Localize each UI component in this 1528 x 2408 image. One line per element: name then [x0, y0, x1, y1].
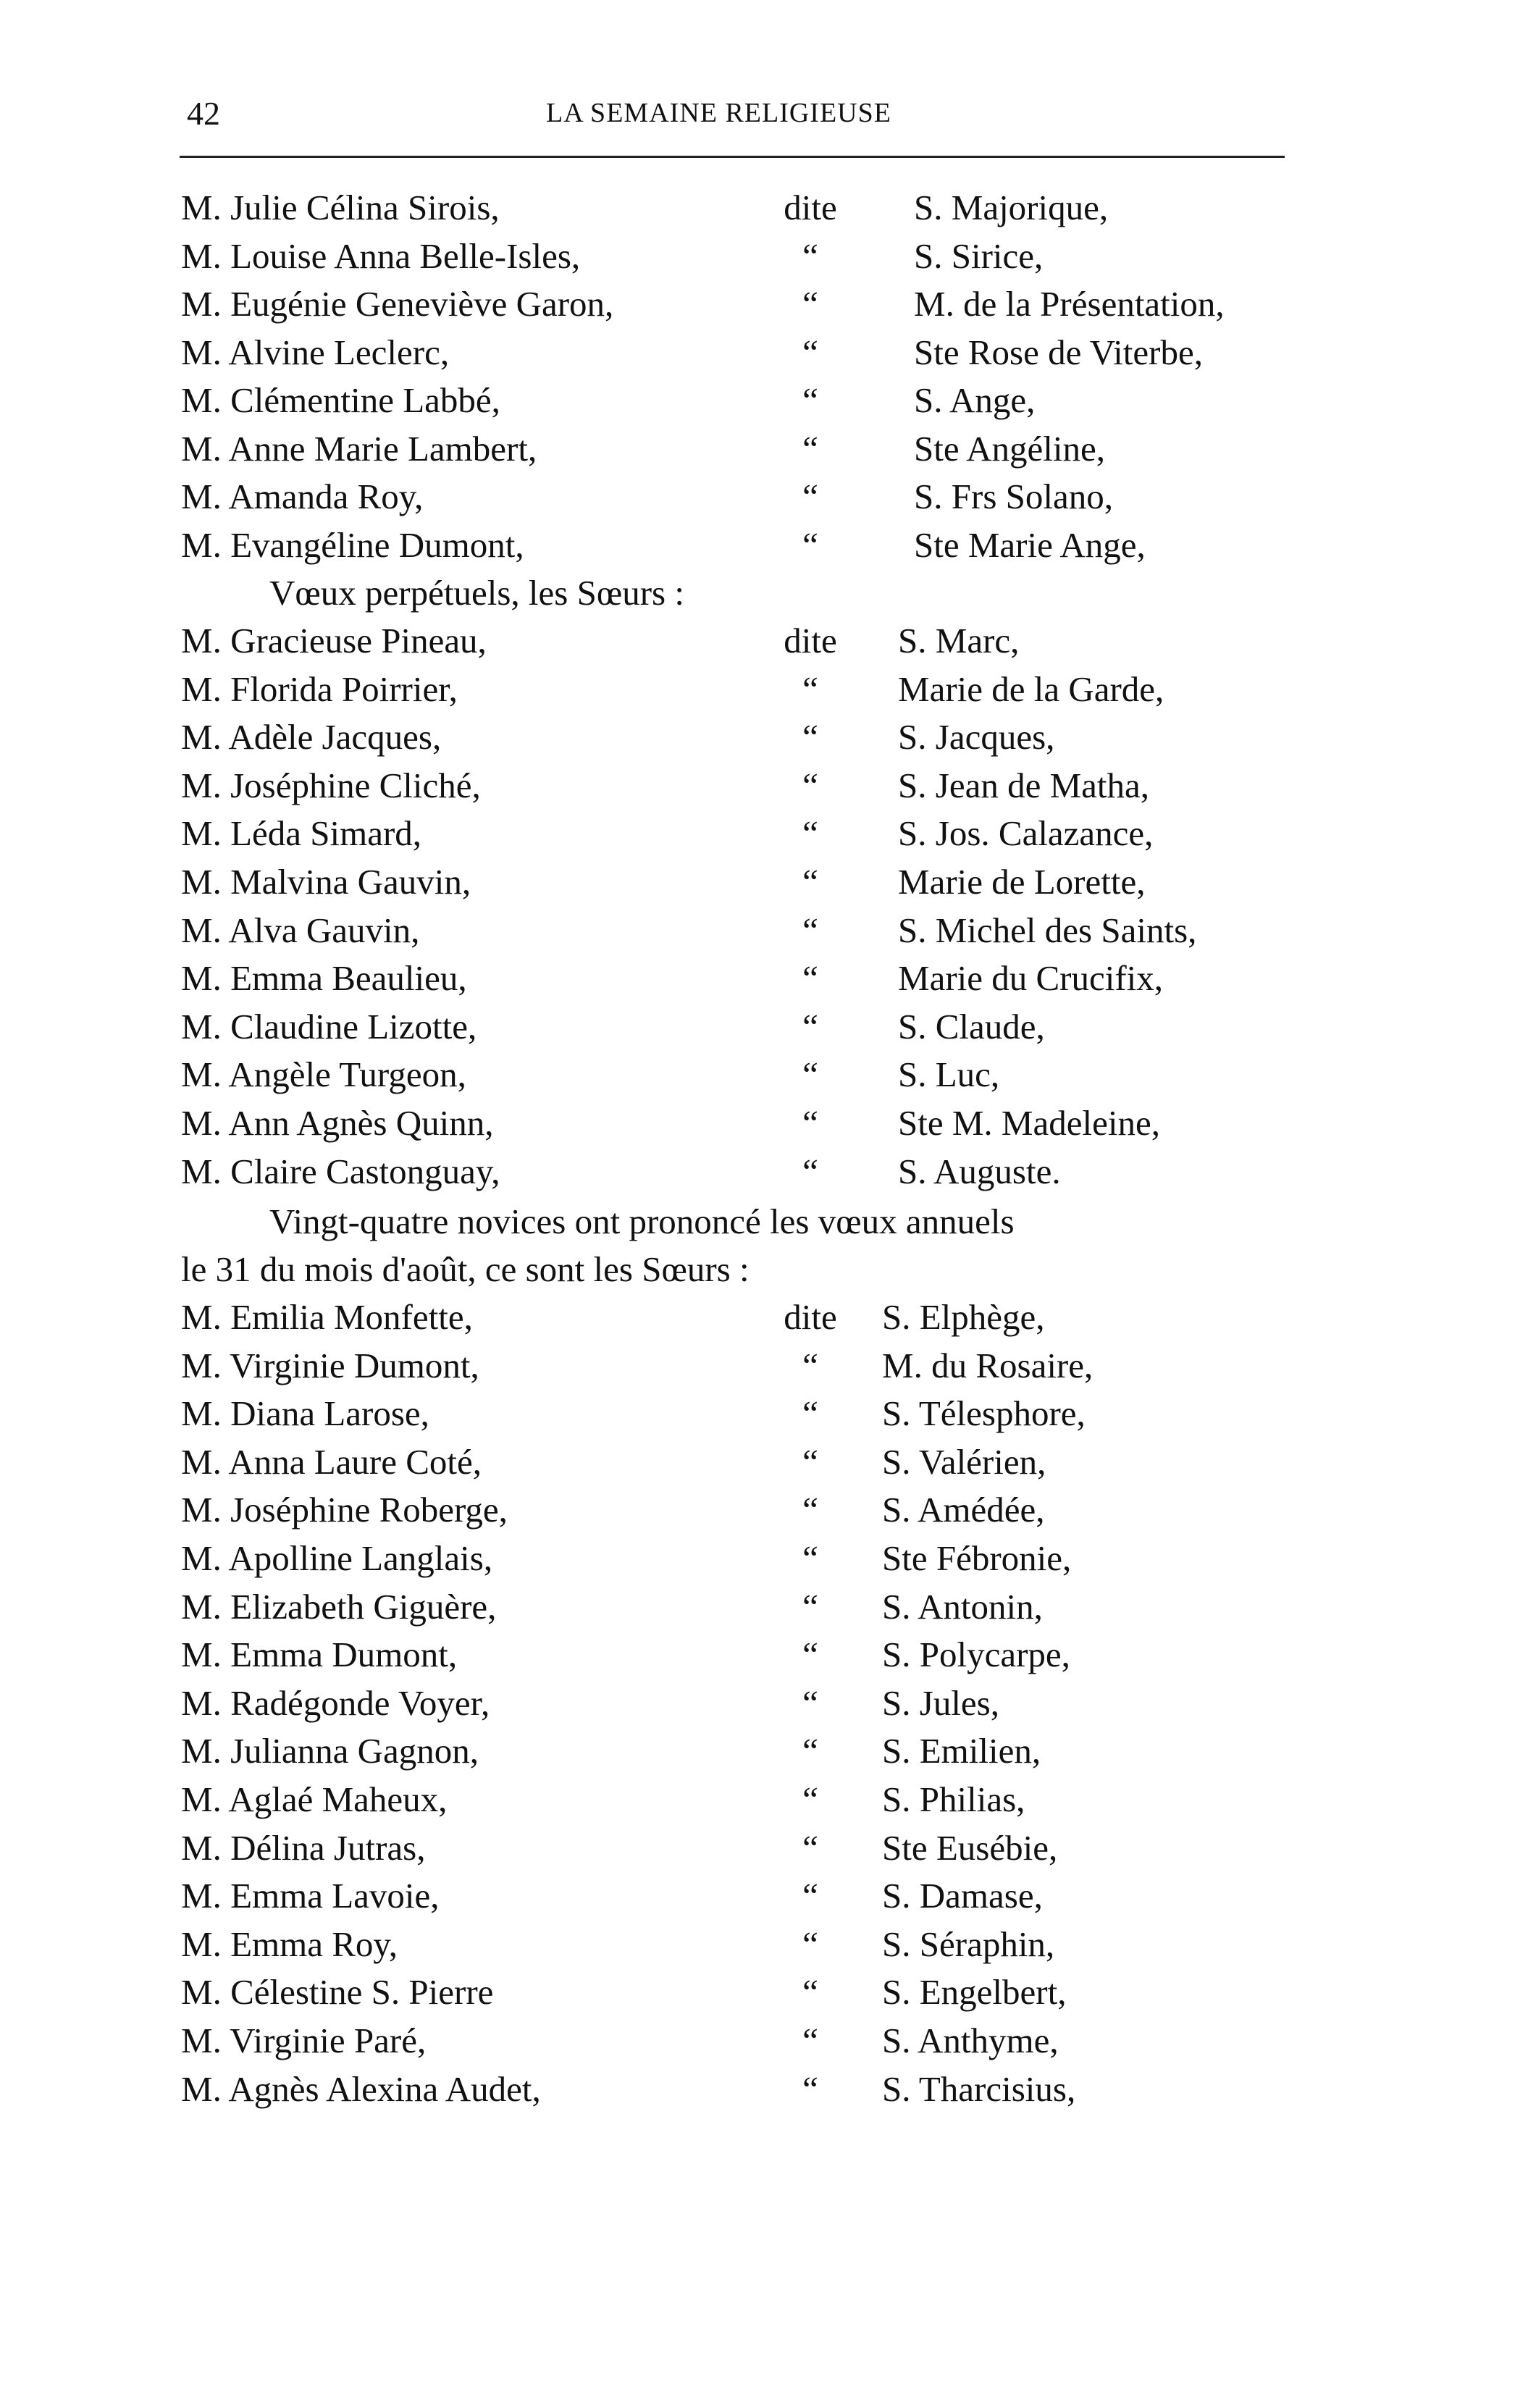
list-item — [0, 184, 1528, 232]
secular-name: M. Emma Roy, — [181, 1924, 398, 1964]
secular-name: M. Emma Dumont, — [181, 1635, 458, 1675]
page-number: 42 — [187, 95, 220, 132]
list-item — [0, 425, 1528, 473]
heading-perpetual-vows: Vœux perpétuels, les Sœurs : — [269, 573, 684, 613]
list-item — [0, 329, 1528, 377]
list-item — [0, 1342, 1528, 1390]
list-item — [0, 1051, 1528, 1099]
secular-name: M. Aglaé Maheux, — [181, 1779, 448, 1819]
dite-marker: “ — [802, 235, 818, 276]
dite-marker: “ — [802, 717, 818, 758]
list-item — [0, 1679, 1528, 1727]
religious-name: S. Engelbert, — [882, 1972, 1067, 2013]
secular-name: M. Agnès Alexina Audet, — [181, 2068, 541, 2109]
religious-name: S. Marc, — [898, 621, 1020, 660]
dite-marker: “ — [802, 1779, 818, 1819]
secular-name: M. Gracieuse Pineau, — [181, 621, 487, 660]
secular-name: M. Alvine Leclerc, — [181, 332, 450, 372]
secular-name: M. Julianna Gagnon, — [181, 1731, 479, 1771]
religious-name: S. Damase, — [882, 1876, 1043, 1916]
list-item — [0, 1438, 1528, 1486]
religious-name: S. Séraphin, — [882, 1924, 1055, 1964]
secular-name: M. Léda Simard, — [181, 813, 422, 854]
list-item — [0, 1583, 1528, 1631]
list-item — [0, 1486, 1528, 1534]
religious-name: S. Polycarpe, — [882, 1635, 1070, 1675]
religious-name: S. Amédée, — [882, 1490, 1045, 1530]
list-item — [0, 955, 1528, 1002]
list-item — [0, 1293, 1528, 1341]
dite-marker: “ — [802, 910, 818, 950]
secular-name: M. Virginie Paré, — [181, 2021, 427, 2060]
religious-name: S. Philias, — [882, 1779, 1025, 1819]
list-item — [0, 1727, 1528, 1775]
secular-name: M. Malvina Gauvin, — [181, 862, 471, 902]
religious-name: M. du Rosaire, — [882, 1345, 1093, 1385]
religious-name: S. Elphège, — [882, 1297, 1045, 1337]
paragraph-annual-vows-line2: le 31 du mois d'août, ce sont les Sœurs : — [181, 1249, 750, 1289]
dite-marker: “ — [802, 332, 818, 372]
secular-name: M. Claire Castonguay, — [181, 1151, 500, 1191]
list-item — [0, 1776, 1528, 1824]
secular-name: M. Angèle Turgeon, — [181, 1054, 466, 1095]
religious-name: Ste Eusébie, — [882, 1827, 1058, 1868]
secular-name: M. Ann Agnès Quinn, — [181, 1103, 494, 1143]
list-item — [0, 1872, 1528, 1920]
secular-name: M. Evangéline Dumont, — [181, 524, 524, 565]
list-item — [0, 2017, 1528, 2065]
religious-name: S. Jules, — [882, 1682, 1000, 1723]
list-item — [0, 713, 1528, 761]
dite-marker: “ — [802, 862, 818, 902]
secular-name: M. Claudine Lizotte, — [181, 1006, 477, 1046]
secular-name: M. Diana Larose, — [181, 1393, 429, 1434]
dite-marker: “ — [802, 1441, 818, 1482]
dite-marker: “ — [802, 2021, 818, 2060]
secular-name: M. Clémentine Labbé, — [181, 380, 500, 420]
running-title: LA SEMAINE RELIGIEUSE — [546, 98, 891, 128]
religious-name: S. Jos. Calazance, — [898, 813, 1154, 854]
dite-marker: “ — [802, 380, 818, 420]
religious-name: Marie de la Garde, — [898, 668, 1164, 709]
secular-name: M. Apolline Langlais, — [181, 1538, 493, 1578]
dite-marker: “ — [802, 1490, 818, 1530]
religious-name: S. Majorique, — [914, 188, 1109, 227]
dite-marker: “ — [802, 668, 818, 709]
list-item — [0, 907, 1528, 955]
dite-marker: “ — [802, 1151, 818, 1191]
dite-marker: dite — [784, 188, 837, 227]
religious-name: S. Valérien, — [882, 1441, 1046, 1482]
list-item — [0, 666, 1528, 713]
dite-marker: “ — [802, 1538, 818, 1578]
religious-name: Ste M. Madeleine, — [898, 1103, 1160, 1143]
header-rule — [180, 156, 1285, 158]
religious-name: S. Michel des Saints, — [898, 910, 1197, 950]
list-item — [0, 858, 1528, 906]
dite-marker: “ — [802, 813, 818, 854]
religious-name: M. de la Présentation, — [914, 284, 1225, 324]
dite-marker: “ — [802, 1006, 818, 1046]
dite-marker: “ — [802, 284, 818, 324]
dite-marker: “ — [802, 1682, 818, 1723]
religious-name: Ste Angéline, — [914, 428, 1106, 469]
religious-name: S. Emilien, — [882, 1731, 1041, 1771]
dite-marker: dite — [784, 621, 837, 660]
list-item — [0, 1003, 1528, 1051]
dite-marker: “ — [802, 1635, 818, 1675]
secular-name: M. Emma Beaulieu, — [181, 958, 467, 999]
dite-marker: “ — [802, 1054, 818, 1095]
secular-name: M. Anna Laure Coté, — [181, 1441, 482, 1482]
religious-name: S. Frs Solano, — [914, 477, 1114, 516]
dite-marker: “ — [802, 2068, 818, 2109]
religious-name: Ste Marie Ange, — [914, 524, 1146, 565]
religious-name: S. Ange, — [914, 380, 1036, 420]
secular-name: M. Julie Célina Sirois, — [181, 188, 500, 227]
list-item — [0, 377, 1528, 424]
religious-name: S. Jean de Matha, — [898, 765, 1149, 805]
secular-name: M. Emilia Monfette, — [181, 1297, 473, 1337]
list-item — [0, 521, 1528, 569]
dite-marker: “ — [802, 1345, 818, 1385]
list-item — [0, 810, 1528, 857]
religious-name: S. Luc, — [898, 1054, 1000, 1095]
religious-name: S. Claude, — [898, 1006, 1045, 1046]
secular-name: M. Célestine S. Pierre — [181, 1972, 494, 2013]
religious-name: S. Télesphore, — [882, 1393, 1086, 1434]
dite-marker: “ — [802, 1393, 818, 1434]
secular-name: M. Amanda Roy, — [181, 477, 424, 516]
list-item — [0, 280, 1528, 328]
list-item — [0, 1390, 1528, 1438]
dite-marker: “ — [802, 1731, 818, 1771]
secular-name: M. Emma Lavoie, — [181, 1876, 440, 1916]
secular-name: M. Florida Poirrier, — [181, 668, 458, 709]
religious-name: S. Tharcisius, — [882, 2068, 1076, 2109]
secular-name: M. Louise Anna Belle-Isles, — [181, 235, 581, 276]
secular-name: M. Anne Marie Lambert, — [181, 428, 537, 469]
list-item — [0, 1921, 1528, 1968]
dite-marker: “ — [802, 524, 818, 565]
list-item — [0, 762, 1528, 810]
dite-marker: “ — [802, 1876, 818, 1916]
list-item — [0, 2065, 1528, 2113]
list-item — [0, 1099, 1528, 1147]
secular-name: M. Eugénie Geneviève Garon, — [181, 284, 614, 324]
secular-name: M. Joséphine Cliché, — [181, 765, 481, 805]
religious-name: Ste Rose de Viterbe, — [914, 332, 1203, 372]
list-item — [0, 473, 1528, 521]
list-item — [0, 1631, 1528, 1679]
religious-name: S. Sirice, — [914, 235, 1044, 276]
dite-marker: “ — [802, 1972, 818, 2013]
list-item — [0, 1824, 1528, 1872]
list-item — [0, 1148, 1528, 1196]
religious-name: Marie du Crucifix, — [898, 958, 1164, 999]
religious-name: S. Anthyme, — [882, 2021, 1059, 2060]
secular-name: M. Virginie Dumont, — [181, 1345, 479, 1385]
dite-marker: “ — [802, 1103, 818, 1143]
religious-name: S. Jacques, — [898, 717, 1055, 758]
list-item — [0, 1968, 1528, 2016]
secular-name: M. Délina Jutras, — [181, 1827, 426, 1868]
secular-name: M. Elizabeth Giguère, — [181, 1586, 497, 1627]
dite-marker: “ — [802, 958, 818, 999]
religious-name: S. Auguste. — [898, 1151, 1061, 1191]
dite-marker: “ — [802, 428, 818, 469]
paragraph-annual-vows-line1: Vingt-quatre novices ont prononcé les vœux annuels — [269, 1201, 1015, 1241]
secular-name: M. Radégonde Voyer, — [181, 1682, 490, 1723]
list-item — [0, 232, 1528, 280]
list-item — [0, 1535, 1528, 1582]
dite-marker: “ — [802, 1586, 818, 1627]
dite-marker: “ — [802, 1827, 818, 1868]
religious-name: Ste Fébronie, — [882, 1538, 1072, 1578]
list-item — [0, 617, 1528, 665]
secular-name: M. Joséphine Roberge, — [181, 1490, 508, 1530]
secular-name: M. Adèle Jacques, — [181, 717, 442, 758]
religious-name: S. Antonin, — [882, 1586, 1043, 1627]
secular-name: M. Alva Gauvin, — [181, 910, 420, 950]
dite-marker: “ — [802, 1924, 818, 1964]
dite-marker: dite — [784, 1297, 837, 1337]
religious-name: Marie de Lorette, — [898, 862, 1146, 902]
dite-marker: “ — [802, 477, 818, 516]
dite-marker: “ — [802, 765, 818, 805]
